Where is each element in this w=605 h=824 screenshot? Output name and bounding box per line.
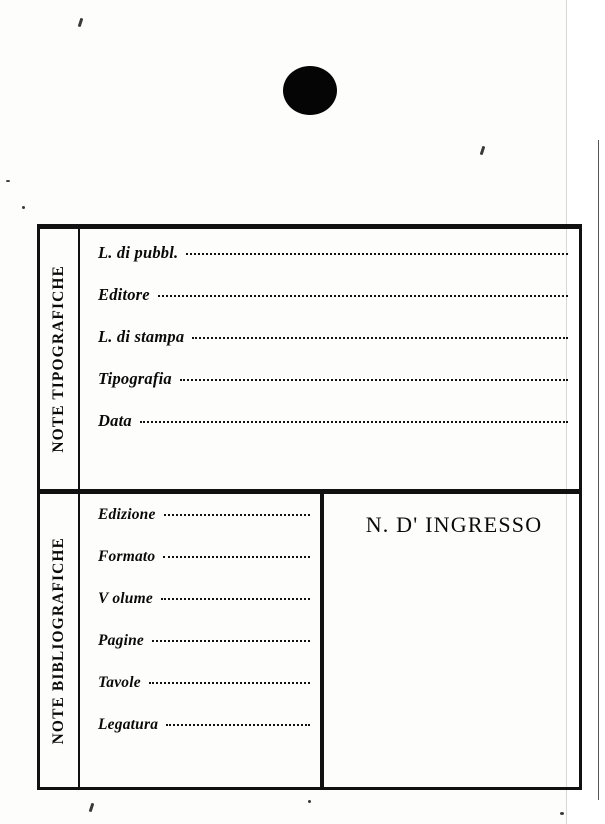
- field-input-tavole[interactable]: [149, 681, 310, 684]
- scan-speck: [308, 800, 311, 803]
- field-row[interactable]: [98, 411, 568, 431]
- field-input-volume[interactable]: [161, 597, 310, 600]
- field-input-legatura[interactable]: [166, 723, 310, 726]
- catalogue-card: [37, 224, 582, 790]
- field-row[interactable]: [98, 590, 310, 608]
- field-label-legatura: Legatura: [98, 716, 159, 733]
- field-label-l-di-pubbl: L. di pubbl.: [98, 243, 179, 262]
- note-bibliografiche-fields: [86, 494, 324, 788]
- field-row[interactable]: [98, 674, 310, 692]
- field-input-edizione[interactable]: [164, 513, 310, 516]
- field-label-tipografia: Tipografia: [98, 369, 172, 388]
- field-row[interactable]: [98, 548, 310, 566]
- page-edge-line: [598, 140, 599, 800]
- field-label-tavole: Tavole: [98, 674, 141, 691]
- scan-speck: [6, 180, 10, 182]
- section-label-text: NOTE BIBLIOGRAFICHE: [50, 537, 67, 745]
- field-input-pagine[interactable]: [152, 639, 310, 642]
- field-row[interactable]: [98, 285, 568, 305]
- field-label-editore: Editore: [98, 285, 150, 304]
- punch-hole-mark: [283, 66, 337, 115]
- field-input-data[interactable]: [140, 420, 568, 423]
- scan-speck: [78, 18, 84, 27]
- section-label-note-bibliografiche: [40, 494, 80, 788]
- field-row[interactable]: [98, 632, 310, 650]
- section-label-note-tipografiche: [40, 229, 80, 489]
- field-label-data: Data: [98, 411, 132, 430]
- field-row[interactable]: [98, 716, 310, 734]
- field-input-l-di-stampa[interactable]: [192, 336, 568, 339]
- field-label-edizione: Edizione: [98, 506, 156, 523]
- scan-speck: [22, 206, 25, 209]
- ingresso-title: N. D' INGRESSO: [365, 512, 543, 537]
- field-label-volume: V olume: [98, 590, 153, 607]
- field-label-pagine: Pagine: [98, 632, 144, 649]
- field-input-editore[interactable]: [158, 294, 568, 297]
- field-row[interactable]: [98, 506, 310, 524]
- ingresso-panel[interactable]: [328, 494, 580, 788]
- scan-speck: [89, 803, 95, 812]
- field-input-tipografia[interactable]: [180, 378, 568, 381]
- field-row[interactable]: [98, 327, 568, 347]
- field-input-formato[interactable]: [163, 555, 310, 558]
- scan-speck: [480, 146, 486, 155]
- field-row[interactable]: [98, 369, 568, 389]
- field-row[interactable]: [98, 243, 568, 263]
- scan-speck: [560, 812, 564, 815]
- note-tipografiche-fields: [86, 229, 580, 489]
- field-label-formato: Formato: [98, 548, 156, 565]
- field-input-l-di-pubbl[interactable]: [186, 252, 568, 255]
- section-label-text: NOTE TIPOGRAFICHE: [50, 265, 67, 453]
- field-label-l-di-stampa: L. di stampa: [98, 327, 185, 346]
